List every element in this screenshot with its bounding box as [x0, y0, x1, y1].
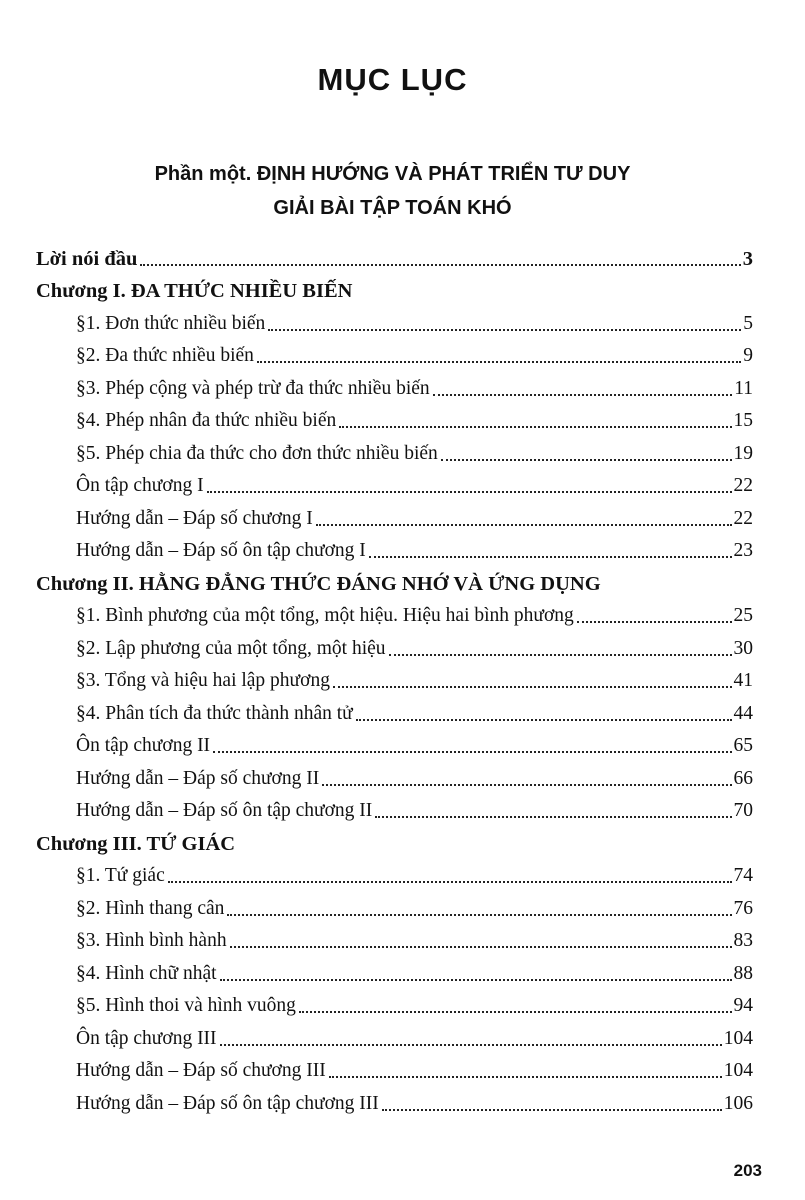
toc-entry-page: 3 — [742, 247, 753, 270]
toc-entry-page: 23 — [733, 540, 753, 561]
toc-entry — [0, 663, 805, 696]
toc-entry — [0, 630, 805, 663]
toc-entry-page: 30 — [733, 637, 753, 659]
part-heading-line-2: GIẢI BÀI TẬP TOÁN KHÓ — [273, 197, 512, 219]
toc-entry-page: 74 — [733, 865, 753, 886]
dot-leader — [369, 556, 732, 558]
toc-entry-label: Chương I. ĐA THỨC NHIỀU BIẾN — [36, 280, 353, 302]
toc-entry-page: 41 — [733, 670, 753, 691]
toc-entry-page: 76 — [733, 897, 753, 919]
toc-entry — [0, 598, 805, 631]
dot-leader — [230, 946, 732, 948]
dot-leader — [375, 816, 731, 818]
toc-entry-label: §5. Phép chia đa thức cho đơn thức nhiều biến — [76, 442, 438, 464]
toc-entry — [0, 338, 805, 371]
toc-entry-label: §1. Tứ giác — [76, 865, 165, 886]
dot-leader — [577, 621, 732, 623]
toc-chapter-heading — [0, 825, 805, 858]
toc-entry-label: Hướng dẫn – Đáp số ôn tập chương I — [76, 540, 366, 561]
dot-leader — [268, 329, 741, 331]
toc-entry — [0, 695, 805, 728]
toc-entry — [0, 500, 805, 533]
toc-entry-label: Hướng dẫn – Đáp số chương II — [76, 767, 320, 789]
toc-entry-label: §4. Phép nhân đa thức nhiều biến — [76, 410, 337, 431]
toc-entry-page: 22 — [733, 475, 753, 496]
toc-entry-label: Chương III. TỨ GIÁC — [36, 832, 236, 855]
dot-leader — [433, 394, 733, 396]
dot-leader — [227, 914, 731, 916]
toc-entry — [0, 1020, 805, 1053]
dot-leader — [316, 524, 732, 526]
toc-entry-page: 104 — [723, 1027, 753, 1049]
toc-entry — [0, 403, 805, 436]
toc-entry-page: 19 — [733, 442, 753, 464]
toc-entry — [0, 533, 805, 566]
toc-entry-label: Hướng dẫn – Đáp số ôn tập chương II — [76, 800, 373, 821]
dot-leader — [257, 361, 741, 363]
page-title: MỤC LỤC — [317, 62, 468, 97]
toc-entry-page: 11 — [734, 377, 753, 399]
toc-entry-page: 22 — [733, 507, 753, 529]
dot-leader — [299, 1011, 732, 1013]
toc-entry — [0, 1085, 805, 1118]
toc-entry — [0, 890, 805, 923]
toc-entry-label: Hướng dẫn – Đáp số ôn tập chương III — [76, 1092, 379, 1114]
dot-leader — [329, 1076, 722, 1078]
toc-entry-page: 88 — [733, 962, 753, 984]
toc-entry-page: 65 — [733, 735, 753, 756]
dot-leader — [168, 881, 732, 883]
toc-entry-label: §2. Lập phương của một tổng, một hiệu — [76, 637, 386, 659]
dot-leader — [389, 654, 732, 656]
toc-entry — [0, 370, 805, 403]
toc-entry-label: Ôn tập chương II — [76, 735, 211, 756]
part-heading-line-1: Phần một. ĐỊNH HƯỚNG VÀ PHÁT TRIỂN TƯ DUY — [154, 163, 631, 185]
toc-entry-page: 66 — [733, 767, 753, 789]
toc-entry-page: 25 — [733, 605, 753, 626]
table-of-contents — [0, 240, 805, 1118]
toc-entry-label: Lời nói đầu — [36, 247, 138, 270]
dot-leader — [382, 1109, 722, 1111]
dot-leader — [220, 1044, 722, 1046]
toc-entry — [0, 240, 805, 273]
toc-chapter-heading — [0, 565, 805, 598]
toc-entry — [0, 435, 805, 468]
dot-leader — [213, 751, 731, 753]
toc-entry — [0, 760, 805, 793]
toc-entry-label: Chương II. HẰNG ĐẲNG THỨC ĐÁNG NHỚ VÀ ỨNG DỤNG — [36, 572, 601, 595]
toc-entry-label: §3. Hình bình hành — [76, 930, 227, 951]
dot-leader — [322, 784, 731, 786]
toc-entry-page: 104 — [723, 1060, 753, 1081]
toc-entry — [0, 955, 805, 988]
toc-entry — [0, 728, 805, 761]
toc-entry-page: 94 — [733, 995, 753, 1016]
toc-entry-label: §3. Tổng và hiệu hai lập phương — [76, 670, 330, 691]
toc-entry-label: Ôn tập chương I — [76, 475, 204, 496]
dot-leader — [220, 979, 732, 981]
toc-entry-label: Ôn tập chương III — [76, 1027, 217, 1049]
toc-entry-label: §1. Bình phương của một tổng, một hiệu. Hiệu hai bình phương — [76, 605, 574, 626]
toc-entry-page: 70 — [733, 800, 753, 821]
toc-entry-page: 5 — [743, 312, 753, 334]
toc-entry-page: 15 — [733, 410, 753, 431]
toc-entry — [0, 923, 805, 956]
toc-entry-page: 44 — [733, 702, 753, 724]
toc-entry-page: 106 — [723, 1092, 753, 1114]
toc-entry — [0, 305, 805, 338]
toc-entry-label: §4. Phân tích đa thức thành nhân tử — [76, 702, 353, 724]
dot-leader — [333, 686, 732, 688]
toc-entry-label: §1. Đơn thức nhiều biến — [76, 312, 266, 334]
toc-entry-label: §2. Đa thức nhiều biến — [76, 345, 254, 366]
toc-entry — [0, 858, 805, 891]
toc-entry-page: 83 — [733, 930, 753, 951]
toc-entry — [0, 988, 805, 1021]
page-number: 203 — [733, 1161, 762, 1180]
toc-entry-page: 9 — [743, 345, 753, 366]
toc-entry — [0, 793, 805, 826]
toc-entry — [0, 468, 805, 501]
toc-entry — [0, 1053, 805, 1086]
toc-entry-label: §4. Hình chữ nhật — [76, 962, 217, 984]
dot-leader — [339, 426, 731, 428]
toc-entry-label: §2. Hình thang cân — [76, 897, 225, 919]
toc-entry-label: Hướng dẫn – Đáp số chương III — [76, 1060, 326, 1081]
toc-entry-label: Hướng dẫn – Đáp số chương I — [76, 507, 313, 529]
dot-leader — [441, 459, 732, 461]
toc-chapter-heading — [0, 273, 805, 306]
toc-entry-label: §5. Hình thoi và hình vuông — [76, 995, 296, 1016]
toc-entry-label: §3. Phép cộng và phép trừ đa thức nhiều biến — [76, 377, 430, 399]
dot-leader — [140, 264, 740, 266]
dot-leader — [356, 719, 732, 721]
dot-leader — [207, 491, 732, 493]
